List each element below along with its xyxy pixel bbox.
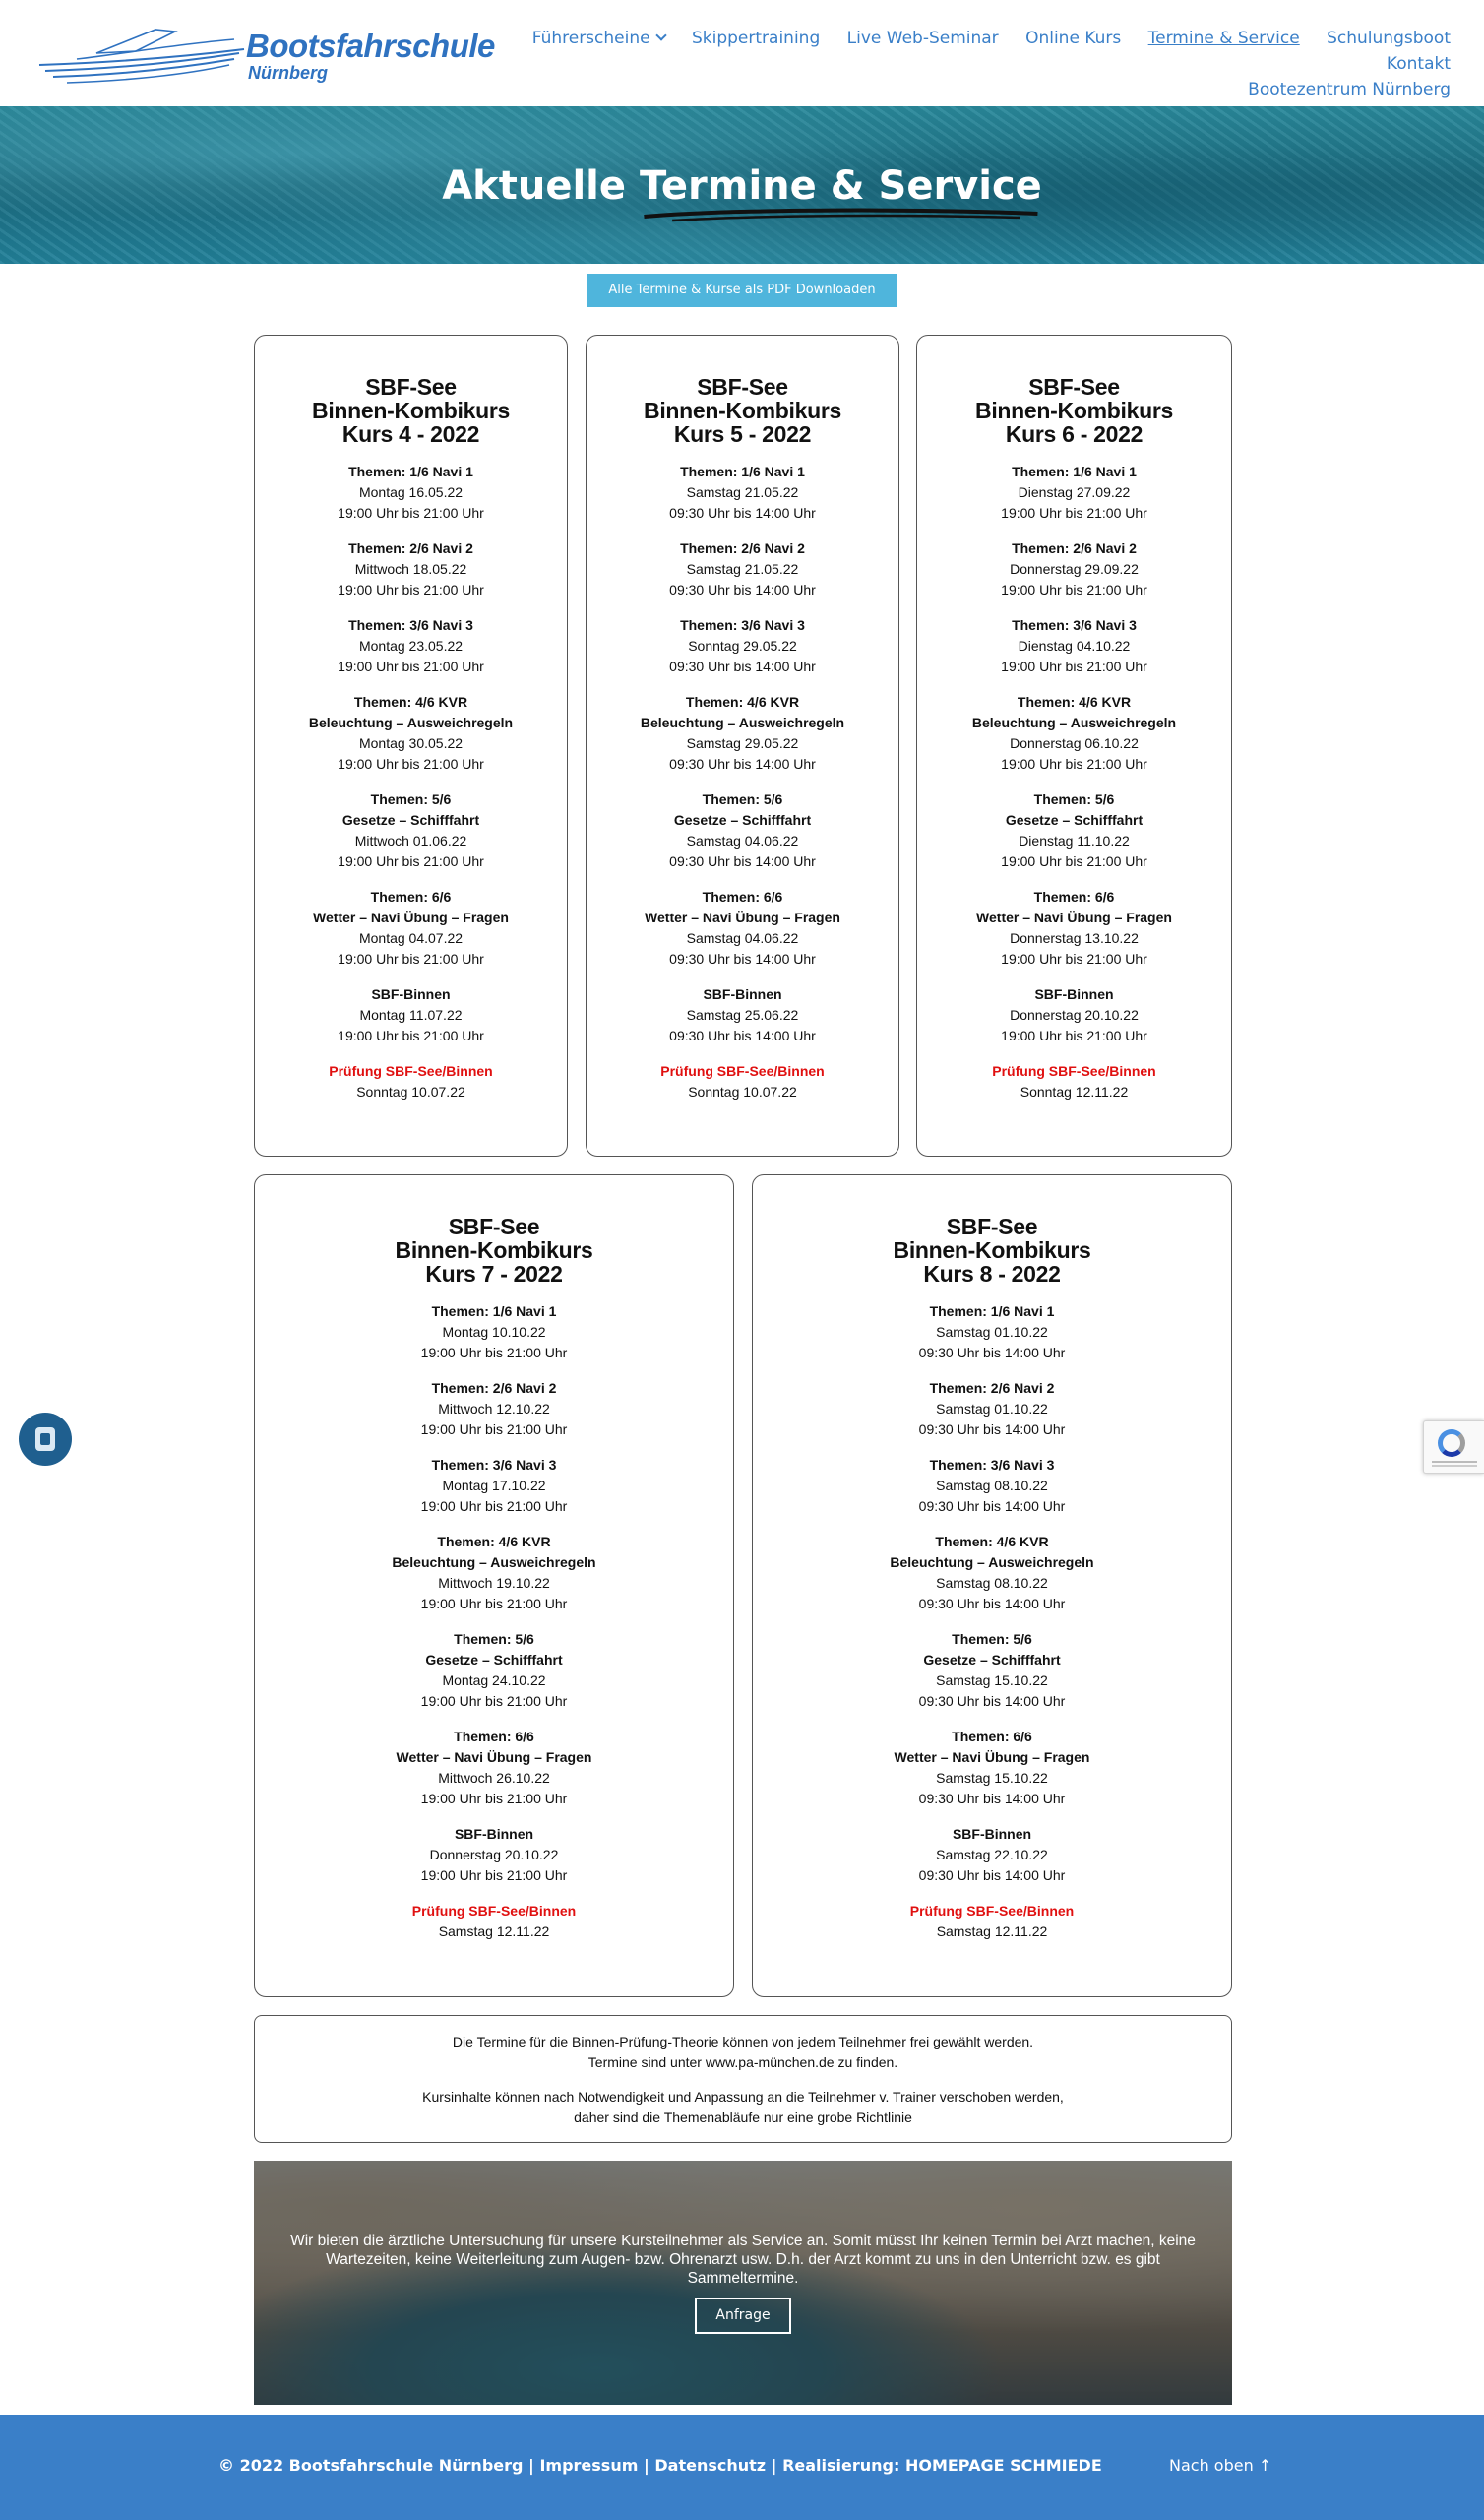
topic-heading: Themen: 4/6 KVR [353,694,468,710]
course-title-line: SBF-See [365,374,457,400]
hero-banner [0,106,1484,264]
schedule-block [255,462,567,524]
topic-heading: Themen: 6/6 [702,889,783,905]
topic-heading: Themen: 1/6 Navi 1 [1012,464,1137,479]
session-date: Mittwoch 26.10.22 [438,1770,550,1786]
session-time: 09:30 Uhr bis 14:00 Uhr [669,659,816,674]
session-date: Donnerstag 20.10.22 [1010,1007,1139,1023]
session-time: 09:30 Uhr bis 14:00 Uhr [918,1421,1066,1437]
session-date: Montag 11.07.22 [359,1007,463,1023]
topic-heading: SBF-Binnen [454,1826,534,1842]
info-paragraph-2 [255,2087,1231,2128]
topic-heading: Themen: 3/6 Navi 3 [348,617,473,633]
session-date: Samstag 21.05.22 [686,561,799,577]
topic-heading: Themen: 5/6 [702,791,783,807]
session-time: 19:00 Uhr bis 21:00 Uhr [420,1791,568,1806]
session-time: 19:00 Uhr bis 21:00 Uhr [338,582,484,598]
session-time: 19:00 Uhr bis 21:00 Uhr [338,505,484,521]
session-date: Donnerstag 06.10.22 [1010,735,1139,751]
topic-heading: Themen: 5/6 [952,1631,1032,1647]
session-date: Sonntag 29.05.22 [688,638,797,654]
session-date: Samstag 12.11.22 [936,1923,1048,1939]
course-schedule [587,462,898,1102]
footer-copyright[interactable]: © 2022 Bootsfahrschule Nürnberg | Impressum | Datenschutz | Realisierung: HOMEPAGE SCHMIEDE [218,2456,1102,2475]
topic-heading: Themen: 5/6 [454,1631,534,1647]
recaptcha-icon [1438,1429,1465,1457]
course-title [753,1215,1231,1286]
schedule-block [753,1901,1231,1942]
schedule-block [587,984,898,1046]
session-time: 09:30 Uhr bis 14:00 Uhr [918,1867,1066,1883]
course-title [917,375,1231,446]
topic-heading: Themen: 6/6 [370,889,452,905]
schedule-block [587,789,898,872]
course-title [587,375,898,446]
session-time: 09:30 Uhr bis 14:00 Uhr [918,1498,1066,1514]
session-time: 09:30 Uhr bis 14:00 Uhr [669,951,816,967]
session-date: Mittwoch 01.06.22 [354,833,467,849]
topic-heading: Themen: 4/6 KVR [437,1534,551,1549]
info-paragraph-1 [255,2032,1231,2073]
course-title [255,375,567,446]
topic-heading: Themen: 1/6 Navi 1 [431,1303,557,1319]
session-date: Samstag 04.06.22 [686,833,799,849]
session-time: 09:30 Uhr bis 14:00 Uhr [669,505,816,521]
session-time: 09:30 Uhr bis 14:00 Uhr [918,1596,1066,1611]
topic-heading: Wetter – Navi Übung – Fragen [396,1749,592,1765]
schedule-block [917,615,1231,677]
session-date: Mittwoch 12.10.22 [438,1401,550,1417]
session-time: 19:00 Uhr bis 21:00 Uhr [420,1498,568,1514]
session-date: Samstag 01.10.22 [936,1401,1048,1417]
session-date: Montag 10.10.22 [442,1324,546,1340]
nav-termine-service[interactable]: Termine & Service [1147,29,1300,48]
schedule-block [917,789,1231,872]
session-date: Dienstag 04.10.22 [1018,638,1131,654]
session-date: Donnerstag 29.09.22 [1010,561,1139,577]
exam-heading: Prüfung SBF-See/Binnen [992,1063,1156,1079]
info-box [254,2015,1232,2143]
session-time: 19:00 Uhr bis 21:00 Uhr [420,1421,568,1437]
session-date: Montag 16.05.22 [358,484,464,500]
topic-heading: Themen: 4/6 KVR [1017,694,1132,710]
topic-heading: Themen: 5/6 [1033,791,1115,807]
course-title-line: SBF-See [448,1214,540,1239]
session-time: 19:00 Uhr bis 21:00 Uhr [1001,951,1147,967]
topic-heading: Themen: 2/6 Navi 2 [680,540,805,556]
nav-bootezentrum[interactable]: Bootezentrum Nürnberg [1248,80,1451,99]
topic-heading: Gesetze – Schifffahrt [673,812,812,828]
session-date: Samstag 21.05.22 [686,484,799,500]
back-to-top-link[interactable]: Nach oben ↑ [1169,2456,1272,2475]
session-date: Mittwoch 19.10.22 [438,1575,550,1591]
session-date: Dienstag 27.09.22 [1018,484,1131,500]
topic-heading: Themen: 3/6 Navi 3 [1012,617,1137,633]
session-time: 09:30 Uhr bis 14:00 Uhr [669,756,816,772]
session-time: 19:00 Uhr bis 21:00 Uhr [420,1596,568,1611]
topic-heading: Beleuchtung – Ausweichregeln [640,715,845,730]
course-title-line: Kurs 6 - 2022 [1005,421,1144,447]
accessibility-button[interactable] [19,1413,72,1466]
course-title-line: SBF-See [697,374,788,400]
session-date: Samstag 01.10.22 [936,1324,1048,1340]
session-time: 09:30 Uhr bis 14:00 Uhr [669,853,816,869]
anfrage-button[interactable]: Anfrage [695,2298,791,2334]
session-date: Montag 17.10.22 [442,1478,546,1493]
session-date: Sonntag 10.07.22 [688,1084,797,1100]
session-time: 19:00 Uhr bis 21:00 Uhr [1001,853,1147,869]
session-date: Samstag 15.10.22 [936,1770,1048,1786]
session-date: Samstag 08.10.22 [936,1478,1048,1493]
topic-heading: Beleuchtung – Ausweichregeln [308,715,514,730]
chevron-down-icon [655,30,666,40]
session-date: Samstag 15.10.22 [936,1672,1048,1688]
schedule-block [917,692,1231,775]
session-date: Donnerstag 13.10.22 [1010,930,1139,946]
session-date: Sonntag 12.11.22 [1020,1084,1129,1100]
topic-heading: SBF-Binnen [703,986,782,1002]
topic-heading: Wetter – Navi Übung – Fragen [976,910,1172,925]
session-time: 19:00 Uhr bis 21:00 Uhr [338,659,484,674]
topic-heading: Themen: 2/6 Navi 2 [348,540,473,556]
topic-heading: SBF-Binnen [1034,986,1114,1002]
site-header [0,0,1484,106]
info-line: Kursinhalte können nach Notwendigkeit und Anpassung an die Teilnehmer v. Trainer verschoben werden, [422,2089,1064,2105]
topic-heading: Gesetze – Schifffahrt [923,1652,1061,1668]
session-time: 09:30 Uhr bis 14:00 Uhr [669,582,816,598]
course-schedule [753,1301,1231,1942]
schedule-block [753,1455,1231,1517]
course-card [254,335,568,1157]
schedule-block [587,1061,898,1102]
schedule-block [255,1061,567,1102]
nav-live-web-seminar[interactable]: Live Web-Seminar [846,29,999,48]
schedule-block [255,789,567,872]
course-title-line: Binnen-Kombikurs [975,398,1173,423]
session-time: 19:00 Uhr bis 21:00 Uhr [1001,756,1147,772]
topic-heading: Wetter – Navi Übung – Fragen [894,1749,1090,1765]
nav-label: Führerscheine [531,29,650,48]
nav-kontakt[interactable]: Kontakt [1386,54,1451,74]
topic-heading: Themen: 4/6 KVR [935,1534,1049,1549]
course-title [255,1215,733,1286]
schedule-block [587,887,898,970]
course-card [916,335,1232,1157]
topic-heading: Themen: 6/6 [1033,889,1115,905]
course-title-line: Binnen-Kombikurs [644,398,841,423]
course-card [254,1174,734,1997]
topic-heading: Themen: 2/6 Navi 2 [1012,540,1137,556]
session-date: Samstag 04.06.22 [686,930,799,946]
schedule-block [753,1532,1231,1614]
info-line: Die Termine für die Binnen-Prüfung-Theorie können von jedem Teilnehmer frei gewählt werden. [452,2034,1034,2049]
session-time: 09:30 Uhr bis 14:00 Uhr [918,1791,1066,1806]
topic-heading: Themen: 3/6 Navi 3 [431,1457,557,1473]
exam-heading: Prüfung SBF-See/Binnen [660,1063,825,1079]
brush-underline-icon [640,207,1042,222]
session-date: Donnerstag 20.10.22 [429,1847,559,1862]
topic-heading: Themen: 3/6 Navi 3 [680,617,805,633]
schedule-block [255,1629,733,1712]
course-title-line: SBF-See [946,1214,1038,1239]
topic-heading: Themen: 4/6 KVR [685,694,800,710]
schedule-block [255,984,567,1046]
schedule-block [255,1727,733,1809]
exam-heading: Prüfung SBF-See/Binnen [411,1903,577,1919]
nav-online-kurs[interactable]: Online Kurs [1025,29,1122,48]
session-time: 19:00 Uhr bis 21:00 Uhr [338,853,484,869]
boat-logo-icon [37,24,249,89]
schedule-block [255,1301,733,1363]
session-time: 19:00 Uhr bis 21:00 Uhr [338,951,484,967]
topic-heading: Beleuchtung – Ausweichregeln [890,1554,1094,1570]
session-date: Montag 30.05.22 [358,735,464,751]
session-time: 19:00 Uhr bis 21:00 Uhr [338,756,484,772]
recaptcha-fineprint [1432,1461,1477,1463]
session-time: 19:00 Uhr bis 21:00 Uhr [1001,659,1147,674]
topic-heading: Wetter – Navi Übung – Fragen [645,910,840,925]
session-date: Samstag 12.11.22 [438,1923,550,1939]
schedule-block [587,538,898,600]
session-date: Dienstag 11.10.22 [1019,833,1130,849]
course-title-line: Kurs 4 - 2022 [341,421,480,447]
schedule-block [587,462,898,524]
recaptcha-badge[interactable] [1423,1420,1484,1474]
nav-skippertraining[interactable]: Skippertraining [691,29,821,48]
course-title-line: Binnen-Kombikurs [395,1237,593,1263]
topic-heading: SBF-Binnen [952,1826,1032,1842]
schedule-block [255,1378,733,1440]
topic-heading: Beleuchtung – Ausweichregeln [392,1554,596,1570]
session-time: 19:00 Uhr bis 21:00 Uhr [1001,505,1147,521]
session-time: 19:00 Uhr bis 21:00 Uhr [1001,1028,1147,1043]
schedule-block [917,462,1231,524]
main-navigation [486,26,1451,102]
topic-heading: Themen: 1/6 Navi 1 [348,464,473,479]
schedule-block [255,615,567,677]
schedule-block [587,615,898,677]
schedule-block [587,692,898,775]
schedule-block [753,1727,1231,1809]
schedule-block [753,1824,1231,1886]
topic-heading: Wetter – Navi Übung – Fragen [313,910,509,925]
schedule-block [255,538,567,600]
topic-heading: Themen: 1/6 Navi 1 [929,1303,1055,1319]
schedule-block [255,1455,733,1517]
course-title-line: SBF-See [1028,374,1120,400]
schedule-block [255,1901,733,1942]
accessibility-icon [35,1427,55,1451]
page-title-highlight-text: Termine & Service [639,163,1042,209]
schedule-block [255,1824,733,1886]
session-date: Samstag 25.06.22 [686,1007,799,1023]
session-date: Sonntag 10.07.22 [356,1084,465,1100]
topic-heading: Themen: 2/6 Navi 2 [431,1380,557,1396]
topic-heading: Themen: 5/6 [370,791,452,807]
session-date: Mittwoch 18.05.22 [354,561,467,577]
session-time: 19:00 Uhr bis 21:00 Uhr [338,1028,484,1043]
course-schedule [917,462,1231,1102]
topic-heading: Gesetze – Schifffahrt [1005,812,1144,828]
nav-fuehrerscheine[interactable] [532,26,665,51]
site-footer [0,2415,1484,2520]
course-card [586,335,899,1157]
session-time: 19:00 Uhr bis 21:00 Uhr [420,1867,568,1883]
session-date: Montag 04.07.22 [358,930,464,946]
info-line: daher sind die Themenabläufe nur eine grobe Richtlinie [574,2110,912,2125]
session-time: 09:30 Uhr bis 14:00 Uhr [918,1693,1066,1709]
schedule-block [917,887,1231,970]
site-logo[interactable] [37,20,495,89]
schedule-block [255,692,567,775]
schedule-block [753,1629,1231,1712]
course-card [752,1174,1232,1997]
schedule-block [753,1301,1231,1363]
schedule-block [255,887,567,970]
medical-service-banner [254,2161,1232,2405]
course-schedule [255,462,567,1102]
schedule-block [917,984,1231,1046]
session-date: Samstag 22.10.22 [936,1847,1048,1862]
medical-service-text: Wir bieten die ärztliche Untersuchung für unsere Kursteilnehmer als Service an. Somit müsst Ihr keinen Termin bei Arzt machen, keine Wartezeiten, keine Weiterleitung zum Augen- bzw. Ohrenarzt usw. D.h. der Arzt kommt zu uns in den Unterricht bzw. es gibt Sammeltermine. [290,2233,1196,2287]
session-date: Samstag 29.05.22 [686,735,799,751]
session-date: Samstag 08.10.22 [936,1575,1048,1591]
topic-heading: Gesetze – Schifffahrt [341,812,480,828]
nav-schulungsboot[interactable]: Schulungsboot [1327,29,1451,48]
exam-heading: Prüfung SBF-See/Binnen [909,1903,1075,1919]
info-line: Termine sind unter www.pa-münchen.de zu finden. [587,2054,898,2070]
exam-heading: Prüfung SBF-See/Binnen [329,1063,493,1079]
topic-heading: Beleuchtung – Ausweichregeln [971,715,1177,730]
topic-heading: Themen: 3/6 Navi 3 [929,1457,1055,1473]
logo-city: Nürnberg [248,63,328,83]
page-title [0,163,1484,209]
page-title-plain: Aktuelle [442,163,640,209]
session-time: 19:00 Uhr bis 21:00 Uhr [1001,582,1147,598]
session-date: Montag 23.05.22 [358,638,464,654]
session-time: 19:00 Uhr bis 21:00 Uhr [420,1693,568,1709]
topic-heading: Themen: 2/6 Navi 2 [929,1380,1055,1396]
topic-heading: Gesetze – Schifffahrt [425,1652,563,1668]
topic-heading: Themen: 1/6 Navi 1 [680,464,805,479]
session-time: 09:30 Uhr bis 14:00 Uhr [669,1028,816,1043]
schedule-block [917,1061,1231,1102]
schedule-block [753,1378,1231,1440]
pdf-download-button[interactable]: Alle Termine & Kurse als PDF Downloaden [587,274,897,307]
topic-heading: Themen: 6/6 [454,1729,534,1744]
session-time: 19:00 Uhr bis 21:00 Uhr [420,1345,568,1360]
topic-heading: Themen: 6/6 [952,1729,1032,1744]
course-title-line: Kurs 5 - 2022 [673,421,812,447]
course-title-line: Kurs 7 - 2022 [425,1261,563,1287]
schedule-block [255,1532,733,1614]
page-title-highlight [640,163,1042,209]
course-title-line: Kurs 8 - 2022 [923,1261,1061,1287]
course-schedule [255,1301,733,1942]
course-title-line: Binnen-Kombikurs [893,1237,1091,1263]
session-time: 09:30 Uhr bis 14:00 Uhr [918,1345,1066,1360]
logo-brand-name: Bootsfahrschule [246,28,495,64]
course-title-line: Binnen-Kombikurs [312,398,510,423]
session-date: Montag 24.10.22 [442,1672,546,1688]
topic-heading: SBF-Binnen [371,986,451,1002]
schedule-block [917,538,1231,600]
